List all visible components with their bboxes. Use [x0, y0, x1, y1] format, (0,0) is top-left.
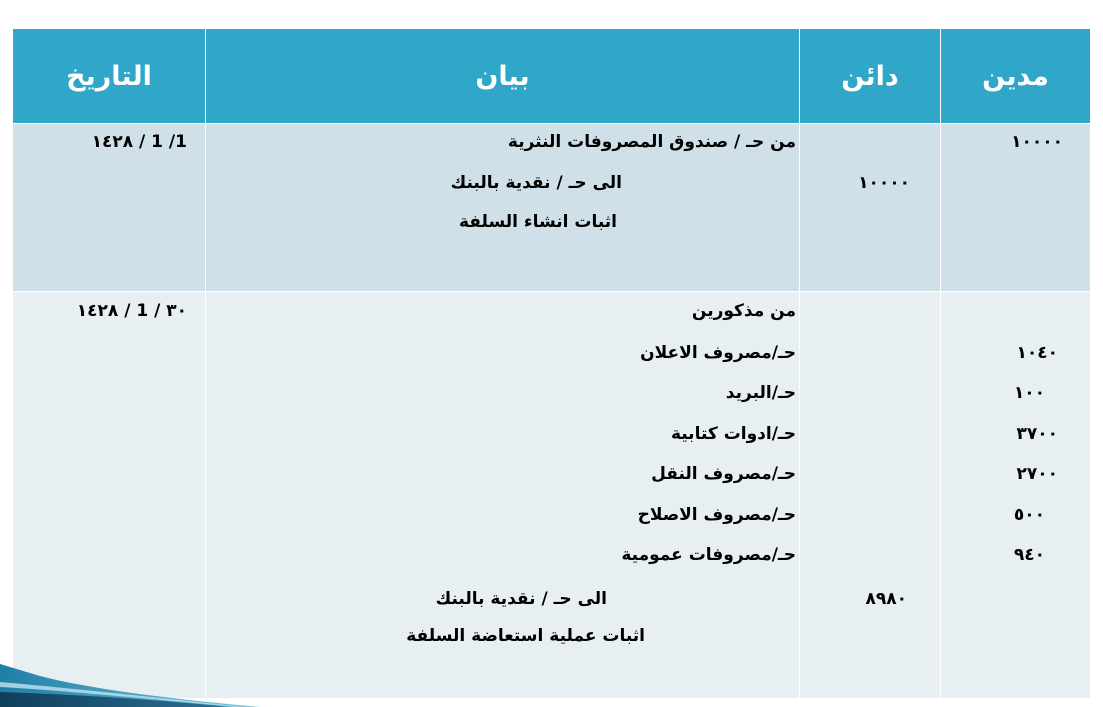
credit-cell [800, 124, 941, 292]
decorative-swoosh [0, 664, 260, 707]
description-line: حـ/البريد [725, 383, 796, 404]
header-description: بيان [206, 29, 800, 124]
date-cell [13, 292, 206, 699]
description-line: حـ/مصروف الاصلاح [637, 505, 796, 526]
debit-amount: ١٠٠٠٠ [1011, 132, 1063, 152]
description-line: اثبات انشاء السلفة [458, 212, 617, 232]
header-row [13, 29, 1091, 124]
description-cell [206, 292, 800, 699]
description-line: حـ/مصروف النقل [651, 464, 796, 485]
debit-amount: ٥٠٠ [1013, 505, 1045, 526]
journal-entry-table [12, 28, 1091, 699]
debit-amount: ٩٤٠ [1013, 545, 1045, 566]
table-row [13, 124, 1091, 292]
credit-amount: ١٠٠٠٠ [858, 173, 910, 193]
debit-amount: ٣٧٠٠ [1016, 424, 1058, 445]
header-date: التاريخ [13, 29, 206, 124]
debit-cell [941, 292, 1091, 699]
debit-amount: ١٠٤٠ [1016, 343, 1058, 364]
entry-date: 1/ 1 / ١٤٢٨ [91, 132, 187, 152]
description-line: حـ/ادوات كتابية [670, 424, 796, 445]
description-line: اثبات عملية استعاضة السلفة [406, 626, 645, 647]
description-line: حـ/مصروف الاعلان [640, 343, 796, 364]
description-line: الى حـ / نقدية بالبنك [435, 589, 607, 610]
description-line: من حـ / صندوق المصروفات النثرية [507, 132, 796, 152]
date-cell [13, 124, 206, 292]
description-line: الى حـ / نقدية بالبنك [450, 173, 622, 193]
debit-cell [941, 124, 1091, 292]
table-row [13, 292, 1091, 699]
header-credit: دائن [800, 29, 941, 124]
credit-amount: ٨٩٨٠ [865, 589, 907, 610]
credit-cell [800, 292, 941, 699]
description-line: من مذكورين [691, 301, 796, 322]
description-cell [206, 124, 800, 292]
debit-amount: ٢٧٠٠ [1016, 464, 1058, 485]
debit-amount: ١٠٠ [1013, 383, 1045, 404]
description-line: حـ/مصروفات عمومية [621, 545, 796, 566]
header-debit: مدين [941, 29, 1091, 124]
entry-date: ٣٠ / 1 / ١٤٢٨ [76, 301, 187, 322]
